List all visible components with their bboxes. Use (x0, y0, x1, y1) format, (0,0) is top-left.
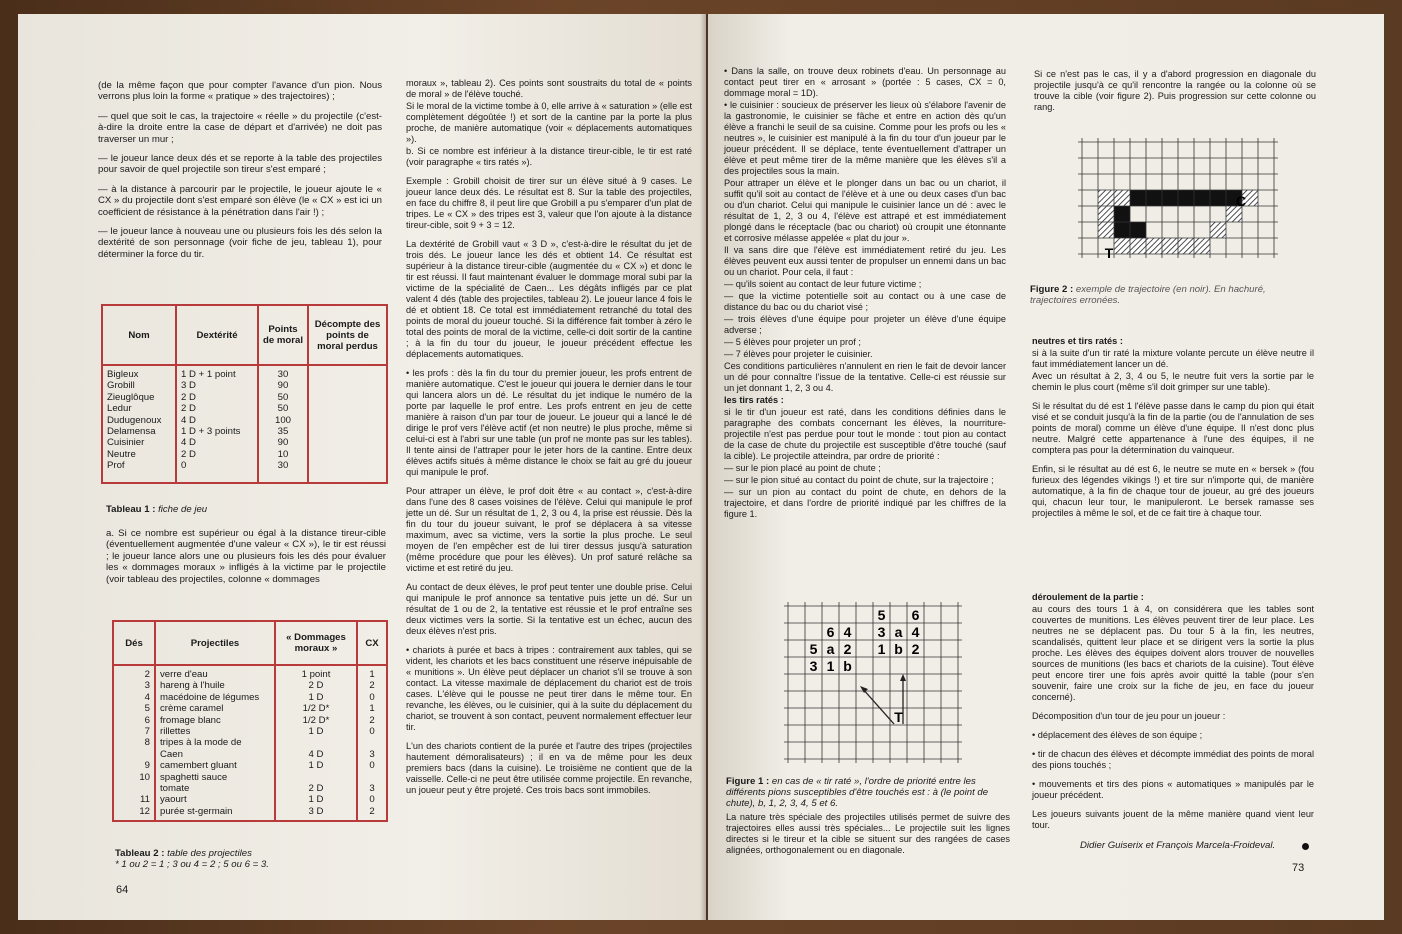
target-label: C (1235, 193, 1247, 209)
table-cell: 1 D (308, 760, 324, 772)
table2-header-projectiles: Projectiles (155, 621, 275, 665)
figure1-cell-label: 3 (877, 624, 886, 640)
shooter-label: T (1104, 245, 1114, 261)
arrow-head-icon (860, 686, 868, 693)
hatched-cell (1162, 238, 1178, 254)
page-number: 73 (1292, 862, 1305, 874)
table-cell: Delamensa (107, 426, 156, 438)
paragraph: — quel que soit le cas, la trajectoire « réelle » du projectile (c'est-à-dire la droite entre la case de départ et d'arrivée) ne doit pas traverser un mur ; (98, 110, 382, 145)
section-heading-neutres: neutres et tirs ratés : (1032, 336, 1123, 346)
hatched-cell (1098, 206, 1114, 222)
caption-label: Figure 1 : (726, 776, 770, 787)
trajectory-cell (1194, 190, 1210, 206)
table2-cx (357, 665, 387, 821)
caption-label: Tableau 2 : (115, 848, 165, 859)
right-page (708, 14, 1384, 920)
table-cell: 2 (369, 805, 375, 817)
table-cell: Ledur (107, 403, 132, 415)
figure1-grid (784, 602, 956, 768)
hatched-cell (1178, 238, 1194, 254)
table-cell: tomate (160, 783, 190, 795)
paragraph: Si le moral de la victime tombe à 0, elle arrive à « saturation » (elle est complètement dégoûtée !) et sort de la cantine par la porte la plus proche, de manière automatique (voir « déplacements automatiques »). (406, 101, 692, 144)
figure1-cell-label: 1 (826, 658, 835, 674)
trajectory-cell (1210, 190, 1226, 206)
table-cell: 1 D (308, 726, 324, 738)
table1-moral (258, 365, 308, 483)
hatched-cell (1114, 238, 1130, 254)
table-cell: 11 (140, 794, 150, 806)
paragraph: — le joueur lance deux dés et se reporte à la table des projectiles pour savoir de quel projectile son tireur s'est emparé ; (98, 153, 382, 176)
table-cell: 2 (369, 680, 375, 692)
table-cell (362, 737, 382, 748)
table-cell: 50 (277, 391, 289, 403)
table-cell: hareng à l'huile (160, 680, 225, 692)
table-cell: 90 (277, 437, 289, 449)
paragraph: La dextérité de Grobill vaut « 3 D », c'est-à-dire le résultat du jet de trois dés. Le joueur lance les dés et obtient 14. Ce résultat est supérieur à la distance tireur-cible (augmentée du « CX ») et donc le tir est réussi. Il faut maintenant évaluer le dommage moral subi par la victime de la spécialité de Caen... Les dégâts infligés par ce plat valent 4 dés (table des projectiles, tableau 2). Le joueur lance 4 fois le dé et obtient 18. Ce total est immédiatement retranché du total des points de moral du joueur touché. Si la différence fait tomber à zéro le total des points de moral de la victime, celle-ci doit sortir de la cantine ; à la fin du tour du joueur, le joueur précédent effectue les déplacements automatiques. (406, 239, 692, 359)
paragraph: • le cuisinier : soucieux de préserver les lieux où s'élabore l'avenir de la gastronomie, le cuisinier se fâche et entre en action dès qu'un élève a franchi le seuil de sa cuisine. Comme pour les profs ou les « neutres », le cuisinier est manipulé à la fin du tour d'un joueur par le joueur précédent. Il se déplace, tente éventuellement d'attraper un élève et peut même tirer de la même manière que les élèves s'il a des projectiles sous la main. (724, 100, 1006, 176)
paragraph: b. Si ce nombre est inférieur à la distance tireur-cible, le tir est raté (voir paragraphe « tirs ratés »). (406, 146, 692, 167)
figure1-cell-label: T (894, 709, 903, 725)
table1-header-decompte: Décompte des points de moral perdus (308, 305, 387, 365)
list-item: • déplacement des élèves de son équipe ; (1032, 730, 1203, 740)
paragraph: Décomposition d'un tour de jeu pour un joueur : (1032, 711, 1226, 721)
paragraph: Avec un résultat à 2, 3, 4 ou 5, le neutre fuit vers la sortie par le chemin le plus court (même s'il doit grimper sur une table). (1032, 371, 1314, 392)
table-cell: 50 (277, 403, 289, 415)
trajectory-cell (1114, 206, 1130, 222)
table2-header-des: Dés (113, 621, 155, 665)
table-cell: Grobill (107, 380, 135, 392)
figure1-cell-label: 4 (911, 624, 920, 640)
table-cell: 1 D + 3 points (181, 426, 241, 438)
arrow-head-icon (900, 674, 906, 681)
trajectory-cell (1130, 190, 1146, 206)
table-cell (118, 783, 150, 794)
table-cell: 30 (277, 369, 289, 380)
table-cell: 1 D (308, 691, 324, 703)
table2-caption (115, 848, 269, 870)
paragraph: moraux », tableau 2). Ces points sont soustraits du total de « points de moral » de l'élève touché. (406, 78, 692, 99)
table-cell: 4 D (181, 437, 196, 449)
paragraph: Exemple : Grobill choisit de tirer sur un élève situé à 9 cases. Le joueur lance deux dés. Le résultat est 8. Sur la table des projectiles, en face du chiffre 8, il peut lire que Grobill a pu s'emparer d'un plat de tripes. Le « CX » des tripes est 3, valeur que l'on ajoute à la distance tireur-cible, soit 9 + 3 = 12. (406, 176, 692, 230)
right-column-2-deroulement (1032, 592, 1314, 839)
table1-header-moral: Points de moral (258, 305, 308, 365)
paragraph: Ces conditions particulières n'annulent en rien le fait de devoir lancer un dé pour connaître l'issue de la tentative. Celle-ci est réussie sur un jet donnant 1, 2, 3 ou 4. (724, 361, 1006, 393)
figure1-cell-label: 3 (809, 658, 818, 674)
table-cell: 1 (369, 669, 375, 680)
table-cell: 1 (369, 703, 375, 715)
hatched-cell (1098, 222, 1114, 238)
table-cell: 1 D + 1 point (181, 369, 236, 380)
table1-caption (106, 504, 207, 515)
figure1-cell-label: 6 (826, 624, 835, 640)
table-cell: 4 D (181, 414, 196, 426)
trajectory-line (862, 688, 894, 724)
right-column-1-bottom (726, 812, 1010, 864)
list-item: — sur le pion placé au point de chute ; (724, 463, 881, 473)
table-cell: Dudugenoux (107, 414, 162, 426)
table-cell: 0 (369, 726, 375, 738)
caption-text: en cas de « tir raté », l'ordre de priorité entre les différents pions susceptibles d'être touchés est : à (le point de chute), b, 1, 2, 3, 4, 5 et 6. (726, 776, 989, 809)
paragraph: au cours des tours 1 à 4, on considérera que les tables sont couvertes de munitions. Les élèves peuvent tirer de leur place. Les neutres ne se déplacent pas. Du tour 5 à la fin, les neutres, scandalisés, quittent leur place et se dirigent vers la sortie la plus proche. Les élèves des équipes doivent alors trouver de nouvelles sources de munitions (les bacs et chariots de la cuisine). Tout élève peut encore tirer une fois après avoir quitté la table (pour s'en souvenir, faire une croix sur la fiche de jeu, en face du joueur concerné). (1032, 604, 1314, 702)
table-cell: 0 (369, 794, 375, 806)
right-column-1 (724, 66, 1006, 521)
left-column-1-after-table (106, 528, 386, 593)
table2-dommages (275, 665, 357, 821)
left-page (18, 14, 706, 920)
table-cell: macédoine de légumes (160, 691, 260, 703)
paragraph: si à la suite d'un tir raté la mixture volante percute un élève neutre il faut immédiatement lancer un dé. (1032, 348, 1314, 369)
table2-header-cx: CX (357, 621, 387, 665)
paragraph: • les profs : dès la fin du tour du premier joueur, les profs entrent de manière automatique. C'est le joueur qui jouera le dernier dans le tour qui lancera alors un dé. Le résultat du jet indique le numéro de la porte par laquelle le prof entre. Les profs entrent en jeu de cette manière à raison d'un par tour de joueur. Le joueur qui a lancé le dé dirige le prof vers l'élève actif (et non neutre) le plus proche, même si celui-ci est à l'abri sur une table (un prof ne monte pas sur les tables). Il tente ainsi de l'attraper pour le jeter hors de la cantine. Entre deux élèves actifs situés à même distance le choix se fait au gré du joueur qui manipule le prof. (406, 368, 692, 477)
end-mark-icon (1302, 843, 1309, 850)
figure1-cell-label: a (894, 624, 903, 640)
caption-text: exemple de trajectoire (en noir). En hachuré, trajectoires erronées. (1030, 284, 1266, 306)
figure1-cell-label: 2 (843, 641, 852, 657)
left-column-2 (406, 78, 692, 804)
hatched-cell (1114, 190, 1130, 206)
paragraph: Les joueurs suivants jouent de la même manière quand vient leur tour. (1032, 809, 1314, 830)
paragraph: — qu'ils soient au contact de leur future victime ; (724, 279, 922, 289)
hatched-cell (1210, 222, 1226, 238)
table-cell: 0 (181, 460, 187, 472)
figure2-grid (1078, 138, 1274, 261)
paragraph: a. Si ce nombre est supérieur ou égal à la distance tireur-cible (éventuellement augmentée d'une valeur « CX »), le tir est réussi ; le joueur lance alors une ou plusieurs fois les dés pour évaluer les « dommages moraux » infligés à la victime par le projectile (voir tableau des projectiles, colonne « dommages (106, 528, 386, 585)
list-item: — sur un pion au contact du point de chute, en dehors de la trajectoire, et dans l'ordre de priorité indiqué par les chiffres de la figure 1. (724, 487, 1006, 519)
list-item: • mouvements et tirs des pions « automatiques » manipulés par le joueur précédent. (1032, 779, 1314, 800)
table-cell: 2 D (308, 680, 324, 692)
paragraph: — trois élèves d'une équipe pour projeter un élève d'une équipe adverse ; (724, 314, 1006, 335)
trajectory-cell (1146, 190, 1162, 206)
caption-text: table des projectiles (167, 848, 252, 859)
right-column-2 (1032, 336, 1314, 527)
paragraph: • chariots à purée et bacs à tripes : contrairement aux tables, qui se vident, les chariots et les bacs constituent une réserve inépuisable de « munitions ». Un élève peut déplacer un chariot s'il se trouve à son contact. La vitesse maximale de déplacement du chariot est de trois cases. L'élève qui le pousse ne peut tirer dans le même tour. En revanche, les élèves, ou le cuisinier, qui à la suite du déplacement du chariot, se trouvent à son contact, peuvent normalement effectuer leur tir. (406, 645, 692, 732)
hatched-cell (1130, 238, 1146, 254)
table2-des (113, 665, 155, 821)
paragraph: si le tir d'un joueur est raté, dans les conditions définies dans le paragraphe des combats concernant les élèves, la nourriture-projectile n'est pas perdue pour tout le monde : tout pion au contact de la case de chute du projectile est susceptible d'être touché (sauf la cible). Le projectile atteindra, par ordre de priorité : (724, 407, 1006, 461)
figure1-cell-label: 4 (843, 624, 852, 640)
hatched-cell (1098, 190, 1114, 206)
page-number: 64 (116, 884, 129, 896)
table-cell: 30 (277, 460, 289, 472)
table1-dexterity (176, 365, 258, 483)
table-cell: 3 D (181, 380, 196, 392)
table-cell: 6 (144, 714, 150, 726)
paragraph: — 7 élèves pour projeter le cuisinier. (724, 349, 873, 359)
table-cell: spaghetti sauce (160, 771, 228, 783)
section-heading-deroulement: déroulement de la partie : (1032, 592, 1144, 602)
table-cell: 100 (274, 414, 291, 426)
figure1-cell-label: b (894, 641, 903, 657)
table-cell (280, 772, 352, 783)
paragraph: (de la même façon que pour compter l'avance d'un pion. Nous verrons plus loin la forme « pratique » des trajectoires) ; (98, 80, 382, 103)
trajectory-cell (1130, 222, 1146, 238)
table-cell: 35 (277, 426, 289, 438)
list-item: • tir de chacun des élèves et décompte immédiat des points de moral des pions touchés ; (1032, 749, 1314, 770)
table-cell: tripes à la mode de (160, 737, 242, 749)
table-cell: camembert gluant (160, 760, 237, 772)
table-cell: 2 D (181, 403, 196, 415)
paragraph: Si ce n'est pas le cas, il y a d'abord progression en diagonale du projectile jusqu'à ce qu'il rencontre la rangée ou la colonne où se trouve la cible (voir figure 2). Puis progression sur cette colonne ou rang. (1034, 69, 1316, 112)
table2-header-dommages: « Dommages moraux » (275, 621, 357, 665)
paragraph: — 5 élèves pour projeter un prof ; (724, 337, 861, 347)
caption-text: fiche de jeu (158, 504, 208, 515)
caption-label: Tableau 1 : (106, 504, 156, 515)
table-cell: 3 D (308, 805, 324, 817)
table-cell: 2 (144, 669, 150, 680)
figure1-cell-label: 1 (877, 641, 886, 657)
figure1-caption (726, 776, 1010, 809)
table-cell: fromage blanc (160, 714, 221, 726)
table-cell: 2 (369, 714, 375, 726)
table-cell: Caen (160, 748, 183, 760)
table-projectiles (112, 620, 388, 822)
table2-projectiles (155, 665, 275, 821)
trajectory-cell (1178, 190, 1194, 206)
table-cell: 1/2 D* (302, 714, 330, 726)
right-column-2-top (1034, 69, 1316, 121)
paragraph: Pour attraper un élève, le prof doit être « au contact », c'est-à-dire dans l'une des 8 cases voisines de l'élève. Celui qui manipule le prof jette un dé. Sur un résultat de 1, 2, 3 ou 4, la prise est réussie. Dès la fin du tour du joueur suivant, le prof se déplacera à sa vitesse maximum, avec sa victime, vers la sortie la plus proche. Le seul moyen de l'en empêcher est de lui tirer dessus jusqu'à saturation (même procédure que pour les élèves). Un prof saturé relâche sa victime et est retiré du jeu. (406, 486, 692, 573)
table-cell: 4 D (308, 748, 324, 760)
paragraph: Au contact de deux élèves, le prof peut tenter une double prise. Celui qui manipule le prof annonce sa tentative puis jette un dé. Sur un résultat de 1 ou de 2, la tentative est réussie et le prof entraîne ses deux victimes vers la sortie. Si la tentative est un échec, aucun des deux élèves n'est pris. (406, 582, 692, 636)
table-cell: yaourt (160, 794, 187, 806)
figure1-cell-label: 5 (809, 641, 818, 657)
paragraph: • Dans la salle, on trouve deux robinets d'eau. Un personnage au contact peut tirer en « arrosant » (portée : 5 cases, CX = 0, dommage moral = 1D). (724, 66, 1006, 98)
paragraph: La nature très spéciale des projectiles utilisés permet de suivre des trajectoires elles aussi très spéciales... Le projectile suit les lignes directes si le tireur et la cible se situent sur des rangées de cases alignées, orthogonalement ou en diagonale. (726, 812, 1010, 855)
table-cell: 90 (277, 380, 289, 392)
table-cell: 10 (139, 771, 150, 783)
table-cell: 7 (144, 726, 150, 738)
hatched-cell (1194, 238, 1210, 254)
table-cell: 3 (369, 748, 375, 760)
paragraph: L'un des chariots contient de la purée et l'autre des tripes (projectiles hautement démoralisateurs) ; il en va de même pour les deux premiers bacs (dans la cuisine). Le troisième ne contient que de la vaisselle. Celle-ci ne peut être utilisée comme projectile. En revanche, un joueur peut y être projeté. Ces trois bacs sont immobiles. (406, 741, 692, 795)
table-cell (362, 772, 382, 783)
table-cell: 4 (144, 691, 150, 703)
caption-note: * 1 ou 2 = 1 ; 3 ou 4 = 2 ; 5 ou 6 = 3. (115, 859, 269, 870)
table1-decompte-empty (308, 365, 387, 483)
paragraph: Pour attraper un élève et le plonger dans un bac ou un chariot, il suffit qu'il soit au contact de l'élève et à une ou deux cases d'un bac ou d'un chariot. Celui qui manipule le cuisinier lance un dé : avec le résultat de 1, 2, 3 ou 4, l'élève est attrapé et est immédiatement plongé dans le réceptacle (bac ou chariot) où croupit une étonnante et corrosive mélasse appelée « plat du jour ». (724, 178, 1006, 243)
table-cell (280, 737, 352, 748)
table1-header-dexterite: Dextérité (176, 305, 258, 365)
figure2-caption (1030, 284, 1314, 306)
trajectory-cell (1114, 222, 1130, 238)
table-cell: rillettes (160, 726, 191, 738)
figure1-cell-label: b (843, 658, 852, 674)
paragraph: — que la victime potentielle soit au contact ou à une case de distance du bac ou du chariot visé ; (724, 291, 1006, 312)
hatched-cell (1146, 238, 1162, 254)
table-cell: Cuisinier (107, 437, 145, 449)
table-cell: Zieuglôque (107, 391, 155, 403)
paragraph: Il va sans dire que l'élève est immédiatement retiré du jeu. Les élèves peuvent eux aussi tenter de propulser un ennemi dans un bac ou un chariot. Pour cela, il faut : (724, 245, 1006, 277)
table-cell: Prof (107, 460, 125, 472)
table-cell: crème caramel (160, 703, 224, 715)
paragraph: — le joueur lance à nouveau une ou plusieurs fois les dés selon la dextérité de son personnage (voir fiche de jeu, tableau 1), pour déterminer la force du tir. (98, 226, 382, 260)
table-cell: 0 (369, 760, 375, 772)
table-cell: Bigleux (107, 369, 139, 380)
table-cell: 5 (144, 703, 150, 715)
list-item: — sur le pion situé au contact du point de chute, sur la trajectoire ; (724, 475, 994, 485)
table-cell: 8 (144, 737, 150, 749)
table-cell: 0 (369, 691, 375, 703)
table-cell: 1/2 D* (302, 703, 330, 715)
paragraph: — à la distance à parcourir par le projectile, le joueur ajoute le « CX » du projectile dont s'est emparé son élève (le « CX » est ici un coefficient de résistance à la pénétration dans l'air !) ; (98, 183, 382, 218)
table-cell: Neutre (107, 448, 136, 460)
left-column-1 (98, 80, 382, 268)
table-cell (118, 749, 150, 760)
paragraph: Si le résultat du dé est 1 l'élève passe dans le camp du pion qui était visé et se conduit jusqu'à la fin de la partie (ou de l'annulation de ses points de moral) comme un élève d'une équipe. Il n'est donc plus neutre. Malgré cette appartenance à l'une des équipes, il ne comptera pas pour la détermination du vainqueur. (1032, 401, 1314, 455)
figure1-cell-label: 2 (911, 641, 920, 657)
table-fiche-de-jeu (101, 304, 388, 484)
paragraph: Enfin, si le résultat au dé est 6, le neutre se mute en « bersek » (fou furieux des légendes vikings !) et tire sur n'importe qui, de manière automatique, à la fin de chaque tour de joueur, au gré des joueurs qui, chacun leur tour, le manipuleront. Le bersek ramasse ses projectiles à même le sol, et de ce fait tire à chaque tour. (1032, 464, 1314, 518)
table-cell: 2 D (181, 448, 196, 460)
table-cell: 1 point (301, 669, 331, 680)
table-cell: 10 (277, 448, 289, 460)
table-cell: purée st-germain (160, 805, 233, 817)
table-cell: 2 D (308, 783, 324, 795)
table-cell: 1 D (308, 794, 324, 806)
author-signature: Didier Guiserix et François Marcela-Froideval. (1080, 840, 1276, 851)
figure1-cell-label: 5 (877, 607, 886, 623)
table-cell: 3 (369, 783, 375, 795)
section-heading-tirs-rates: les tirs ratés : (724, 395, 784, 405)
table-cell: verre d'eau (160, 669, 208, 680)
table-cell: 9 (144, 760, 150, 772)
trajectory-cell (1162, 190, 1178, 206)
caption-label: Figure 2 : (1030, 284, 1074, 295)
table1-header-nom: Nom (102, 305, 176, 365)
figure1-cell-label: a (826, 641, 835, 657)
figure1-cell-label: 6 (911, 607, 920, 623)
table-cell: 3 (144, 680, 150, 692)
table1-names (102, 365, 176, 483)
table-cell: 2 D (181, 391, 196, 403)
table-cell: 12 (139, 805, 150, 817)
